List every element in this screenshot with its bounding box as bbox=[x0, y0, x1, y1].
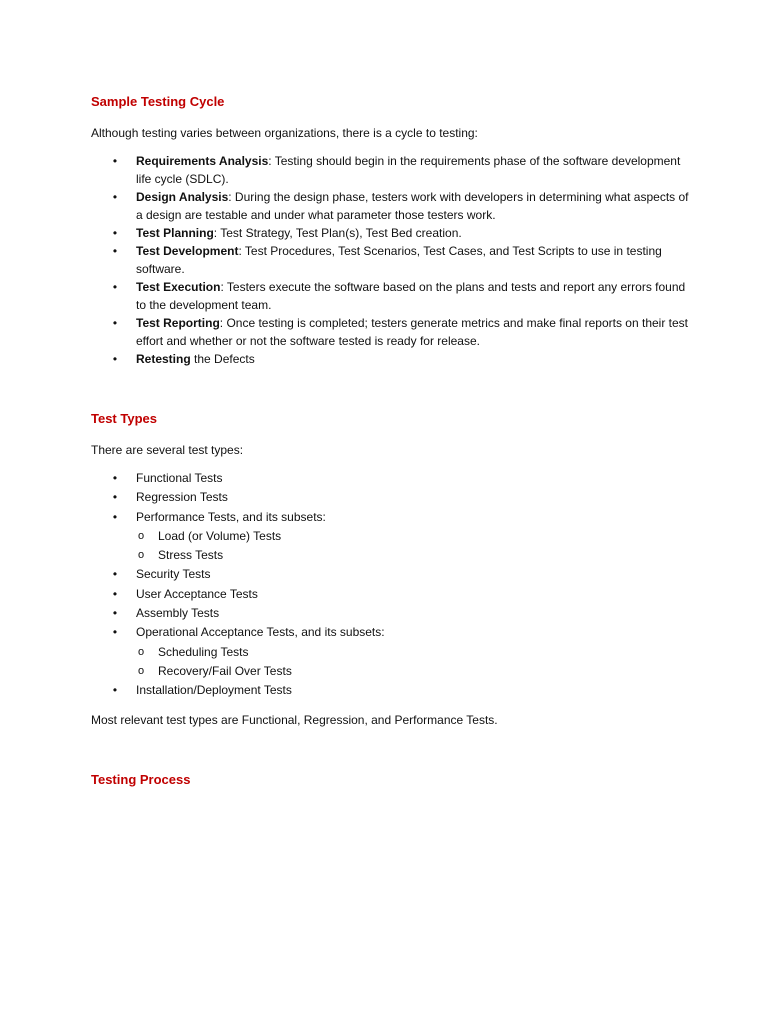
list-item-text: : During the design phase, testers work with developers in determining what aspects of a design are testable and under what parameter those testers work. bbox=[136, 190, 689, 222]
list-item-text: : Test Procedures, Test Scenarios, Test Cases, and Test Scripts to use in testing software. bbox=[136, 244, 662, 276]
sub-bullet-icon: o bbox=[137, 549, 145, 562]
sub-bullet-icon: o bbox=[137, 645, 145, 658]
list-item-text: Assembly Tests bbox=[136, 606, 220, 621]
list-item-text: Recovery/Fail Over Tests bbox=[158, 663, 292, 678]
bullet-icon: • bbox=[112, 586, 118, 601]
list-item-text: Scheduling Tests bbox=[158, 644, 249, 659]
list-item-text: Functional Tests bbox=[136, 471, 223, 485]
list-item bbox=[91, 224, 691, 242]
list-item-text: the Defects bbox=[190, 352, 255, 366]
list-item-text: : Test Strategy, Test Plan(s), Test Bed creation. bbox=[213, 226, 462, 240]
sub-list-item bbox=[91, 527, 691, 546]
bullet-icon: • bbox=[112, 154, 118, 168]
bullet-icon: • bbox=[112, 509, 118, 524]
list-item-text: Operational Acceptance Tests, and its subsets: bbox=[136, 625, 385, 640]
bullet-icon: • bbox=[112, 471, 118, 485]
bullet-icon: • bbox=[112, 352, 118, 366]
bullet-icon: • bbox=[112, 316, 118, 330]
bullet-icon: • bbox=[112, 606, 118, 621]
test-types-list bbox=[91, 469, 691, 701]
bullet-icon: • bbox=[112, 226, 118, 240]
list-item-text: Stress Tests bbox=[158, 548, 224, 563]
list-item-term: Test Planning bbox=[136, 226, 214, 240]
list-item bbox=[91, 469, 691, 488]
list-item-text: Regression Tests bbox=[136, 490, 228, 505]
sub-list-item bbox=[91, 662, 691, 681]
list-item-text: : Testing should begin in the requirements phase of the software development life cycle (SDLC). bbox=[136, 154, 681, 186]
bullet-icon: • bbox=[112, 683, 118, 698]
list-item-text: User Acceptance Tests bbox=[136, 586, 258, 601]
bullet-icon: • bbox=[112, 625, 118, 640]
list-item bbox=[91, 242, 691, 278]
list-item-term: Test Execution bbox=[136, 280, 221, 294]
list-item-term: Requirements Analysis bbox=[136, 154, 269, 168]
list-item-text: : Testers execute the software based on the plans and tests and report any errors found to the development team. bbox=[136, 280, 686, 312]
sub-bullet-icon: o bbox=[137, 664, 145, 677]
list-item-term: Test Development bbox=[136, 244, 239, 258]
list-item-text: Security Tests bbox=[136, 567, 211, 582]
bullet-icon: • bbox=[112, 490, 118, 505]
list-item bbox=[91, 508, 691, 527]
list-item bbox=[91, 623, 691, 642]
bullet-icon: • bbox=[112, 190, 118, 204]
list-item-text: : Once testing is completed; testers generate metrics and make final reports on their test effort and whether or not the software tested is ready for release. bbox=[136, 316, 689, 348]
section-heading-test-types: Test Types bbox=[91, 411, 157, 426]
list-item bbox=[91, 681, 691, 700]
list-item-term: Design Analysis bbox=[136, 190, 229, 204]
testing-cycle-list bbox=[91, 152, 691, 368]
list-item-term: Retesting bbox=[136, 352, 191, 366]
sub-list-item bbox=[91, 546, 691, 565]
list-item-text: Installation/Deployment Tests bbox=[136, 683, 292, 698]
list-item bbox=[91, 565, 691, 584]
list-item bbox=[91, 585, 691, 604]
list-item-term: Test Reporting bbox=[136, 316, 220, 330]
list-item-text: Performance Tests, and its subsets: bbox=[136, 509, 326, 524]
list-item bbox=[91, 152, 691, 188]
list-item bbox=[91, 314, 691, 350]
list-item-text: Load (or Volume) Tests bbox=[158, 528, 282, 543]
list-item bbox=[91, 350, 691, 368]
section-heading-testing-process: Testing Process bbox=[91, 772, 191, 787]
section-heading-sample-testing-cycle: Sample Testing Cycle bbox=[91, 94, 225, 109]
sub-bullet-icon: o bbox=[137, 529, 145, 542]
bullet-icon: • bbox=[112, 280, 118, 294]
bullet-icon: • bbox=[112, 244, 118, 258]
types-intro-paragraph: There are several test types: bbox=[91, 443, 244, 457]
sub-list-item bbox=[91, 643, 691, 662]
cycle-intro-paragraph: Although testing varies between organizations, there is a cycle to testing: bbox=[91, 126, 478, 140]
types-summary-paragraph: Most relevant test types are Functional, Regression, and Performance Tests. bbox=[91, 713, 498, 727]
bullet-icon: • bbox=[112, 567, 118, 582]
list-item bbox=[91, 278, 691, 314]
list-item bbox=[91, 604, 691, 623]
list-item bbox=[91, 488, 691, 507]
list-item bbox=[91, 188, 691, 224]
